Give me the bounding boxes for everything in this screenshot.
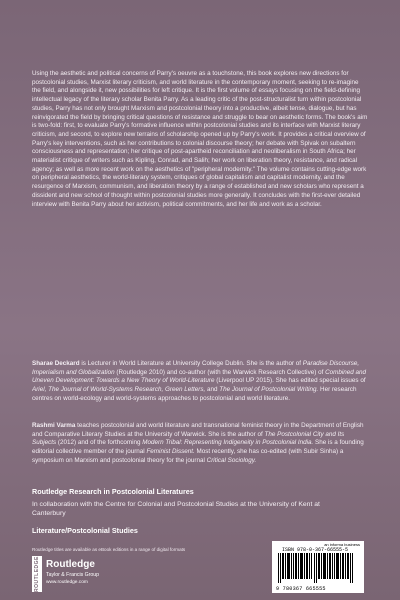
publisher-logo xyxy=(32,556,152,592)
barcode-panel xyxy=(272,541,364,593)
publisher-group: Taylor & Francis Group xyxy=(46,572,100,578)
ebook-note: Routledge titles are available as eBook editions in a range of digital formats xyxy=(32,547,186,552)
subject-category: Literature/Postcolonial Studies xyxy=(32,526,138,535)
author-bio-deckard xyxy=(32,360,368,424)
isbn-text: ISBN 978-0-367-66555-5 xyxy=(282,547,349,553)
book-title: The Postcolonial City and Its Subjects xyxy=(32,430,345,447)
routledge-mark-icon: ROUTLEDGE xyxy=(34,556,40,592)
barcode-number: 9 780367 665555 xyxy=(276,586,326,592)
book-title: Paradise Discourse, Imperialism and Globalization xyxy=(32,360,360,376)
blurb-text: Using the aesthetic and political concerns of Parry's oeuvre as a touchstone, this book explores new directions for postcolonial studies, Marxist literary criticism, and world literature in the contemporary moment, seeking to re-imagine the field, and alongside it, new possibilities for left critique. It is the first volume of essays focusing on the field-defining intellectual legacy of the literary scholar Benita Parry. As a leading critic of the post-structuralist turn within postcolonial studies, Parry has not only brought Marxism and postcolonial theory into a productive, albeit tense, dialogue, but has reinvigorated the field by bringing critical questions of resistance and struggle to bear on aesthetic forms. The book's aim is two-fold: first, to evaluate Parry's formative influence within postcolonial studies and its interface with Marxist literary criticism, and second, to explore new terrains of scholarship opened up by Parry's work. It provides a critical overview of Parry's key interventions, such as her contributions to colonial discourse theory; her debate with Spivak on subaltern consciousness and representation; her critique of post-apartheid reconciliation and neoliberalism in South Africa; her materialist critique of writers such as Kipling, Conrad, and Salih; her work on liberation theory, resistance, and radical agency; as well as more recent work on the aesthetics of "peripheral modernity." The volume contains cutting-edge work on peripheral aesthetics, the world-literary system, critiques of global capitalism and capitalist modernity, and the resurgence of Marxism, communism, and liberation theory by a range of established and new scholars who represent a dissident and new school of thought within postcolonial studies more generally. It concludes with the first-ever detailed interview with Benita Parry about her activism, political commitments, and her life and work as a scholar. xyxy=(32,70,368,208)
journal-title: Feminist Dissent. xyxy=(146,448,195,456)
bio-text: She is a founding editorial collective member of the journal xyxy=(32,439,364,456)
journal-title: The Journal of Postcolonial Writing. xyxy=(219,386,319,394)
series-title: Routledge Research in Postcolonial Literatures xyxy=(32,487,194,496)
book-title: Modern Tribal: Representing Indigeneity in Postcolonial India. xyxy=(142,439,314,447)
bio-text: is Lecturer in World Literature at University College Dublin. She is the author of xyxy=(79,360,303,367)
author-name: Rashmi Varma xyxy=(32,422,76,429)
journal-titles: Ariel, The Journal of World-Systems Research, Green Letters, xyxy=(32,386,206,394)
bio-text: Most recently, she has co-edited (with Subir Sinha) a symposium on Marxism and postcolonial theory for the journal xyxy=(32,448,344,464)
publisher-name: Routledge xyxy=(46,559,95,570)
book-title: Combined and Uneven Development: Towards a New Theory of World-Literature xyxy=(32,368,367,385)
bio-text: Her research centres on world-ecology and world-systems approaches to postcolonial and world literature. xyxy=(32,386,357,402)
journal-title: Critical Sociology. xyxy=(206,456,257,464)
author-name: Sharae Deckard xyxy=(32,360,80,367)
bio-text: teaches postcolonial and world literature and transnational feminist theory in the Department of English and Comparative Literary Studies at the University of Warwick. She is the author of xyxy=(32,422,364,438)
bio-text: (Routledge 2010) and co-author (with the Warwick Research Collective) of xyxy=(114,368,326,376)
barcode-icon xyxy=(278,553,358,583)
collaboration-note: In collaboration with the Centre for Colonial and Postcolonial Studies at the University of Kent at Canterbury xyxy=(32,501,320,518)
bio-text: (2012) and of the forthcoming xyxy=(56,439,143,447)
bio-text: and xyxy=(205,386,220,394)
bio-text: (Liverpool UP 2015). She has edited special issues of xyxy=(214,377,366,385)
author-bio-varma xyxy=(32,422,368,482)
publisher-url: www.routledge.com xyxy=(46,580,88,585)
book-blurb xyxy=(32,70,368,356)
informa-label: an informa business xyxy=(324,542,360,547)
